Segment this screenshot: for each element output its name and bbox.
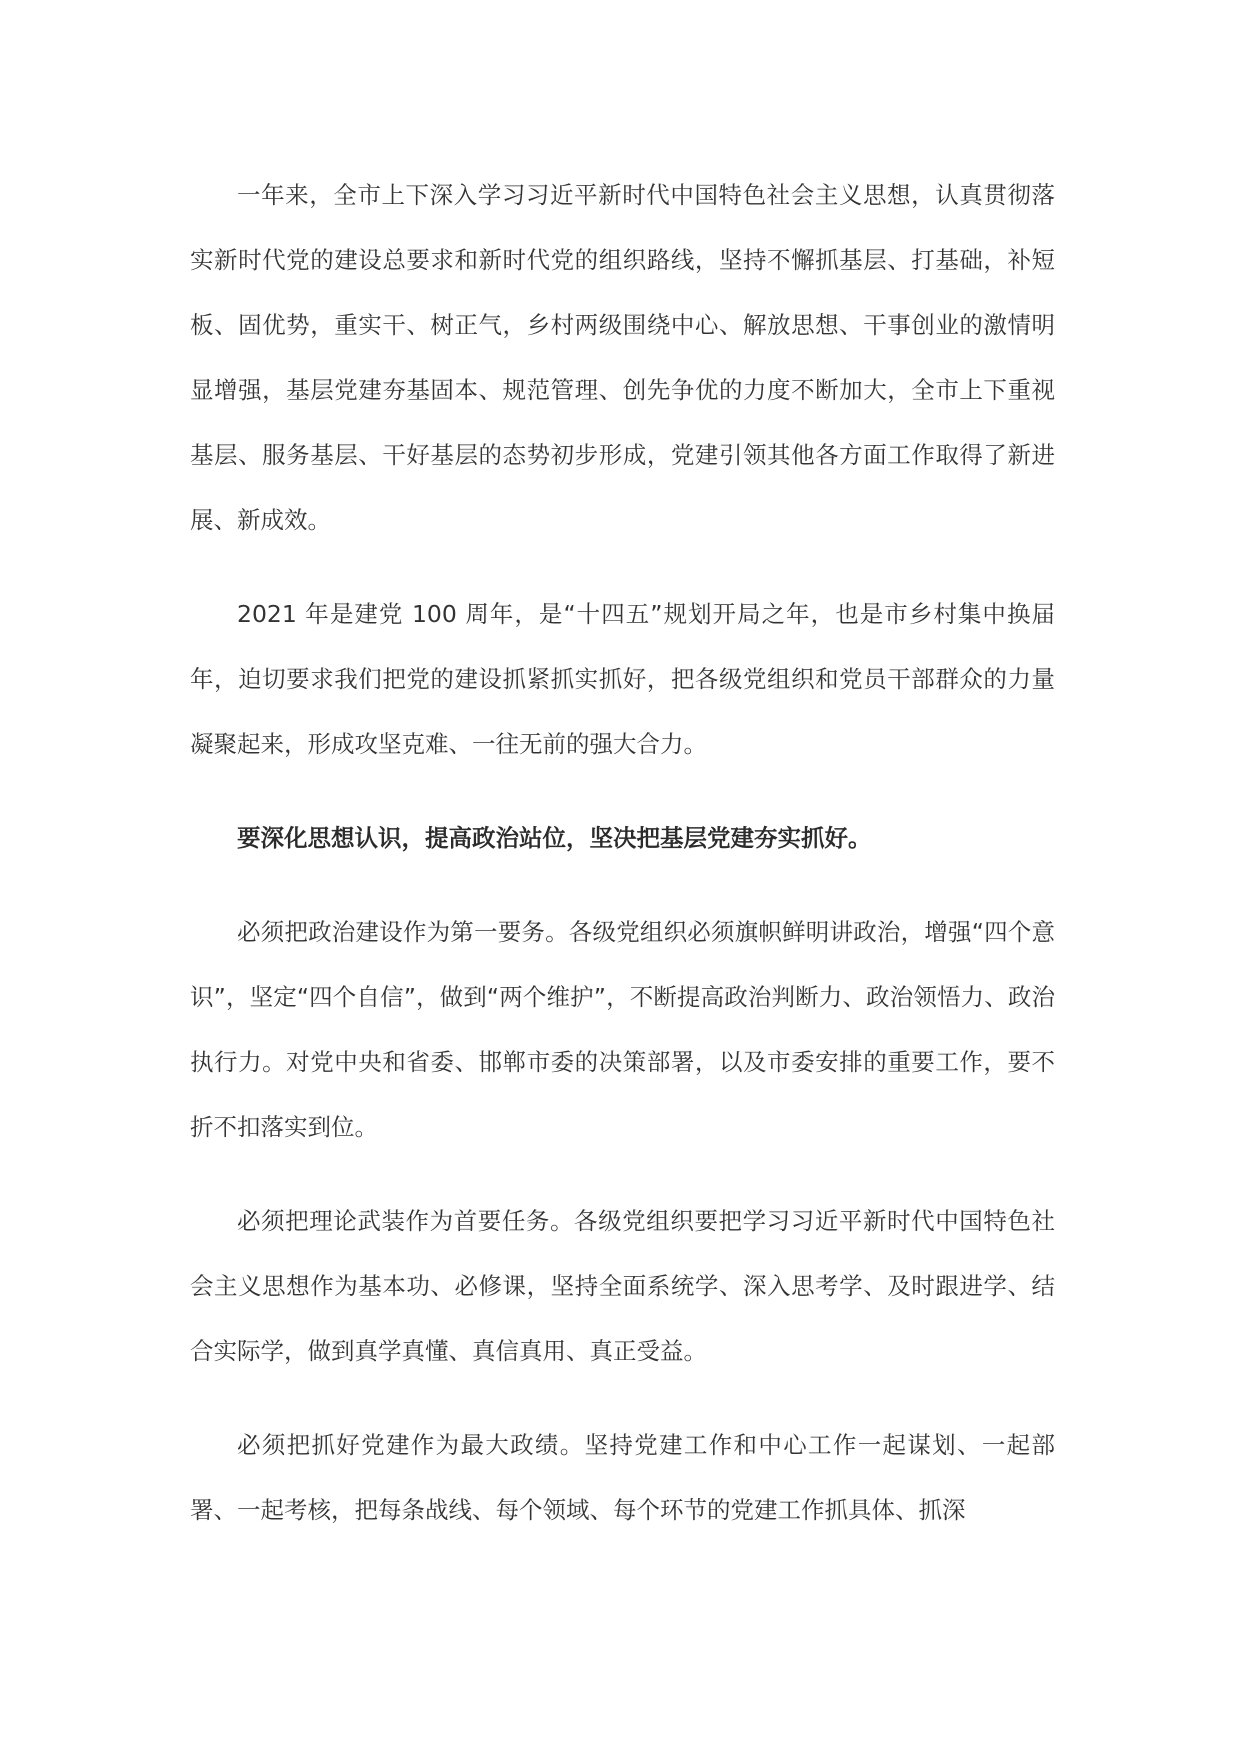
document-body: [190, 163, 1055, 1572]
paragraph-6: 必须把抓好党建作为最大政绩。坚持党建工作和中心工作一起谋划、一起部署、一起考核，把每条战线、每个领域、每个环节的党建工作抓具体、抓深: [190, 1431, 1055, 1524]
paragraph-4: 必须把政治建设作为第一要务。各级党组织必须旗帜鲜明讲政治，增强“四个意识”，坚定“四个自信”，做到“两个维护”，不断提高政治判断力、政治领悟力、政治执行力。对党中央和省委、邯郸市委的决策部署，以及市委安排的重要工作，要不折不扣落实到位。: [190, 918, 1055, 1141]
paragraph-5: 必须把理论武装作为首要任务。各级党组织要把学习习近平新时代中国特色社会主义思想作为基本功、必修课，坚持全面系统学、深入思考学、及时跟进学、结合实际学，做到真学真懂、真信真用、真正受益。: [190, 1207, 1055, 1365]
paragraph-2: 2021 年是建党 100 周年，是“十四五”规划开局之年，也是市乡村集中换届年，迫切要求我们把党的建设抓紧抓实抓好，把各级党组织和党员干部群众的力量凝聚起来，形成攻坚克难、一往无前的强大合力。: [190, 600, 1055, 758]
paragraph-1: 一年来，全市上下深入学习习近平新时代中国特色社会主义思想，认真贯彻落实新时代党的建设总要求和新时代党的组织路线，坚持不懈抓基层、打基础，补短板、固优势，重实干、树正气，乡村两级围绕中心、解放思想、干事创业的激情明显增强，基层党建夯基固本、规范管理、创先争优的力度不断加大，全市上下重视基层、服务基层、干好基层的态势初步形成，党建引领其他各方面工作取得了新进展、新成效。: [190, 181, 1055, 534]
section-heading: 要深化思想认识，提高政治站位，坚决把基层党建夯实抓好。: [237, 824, 872, 852]
